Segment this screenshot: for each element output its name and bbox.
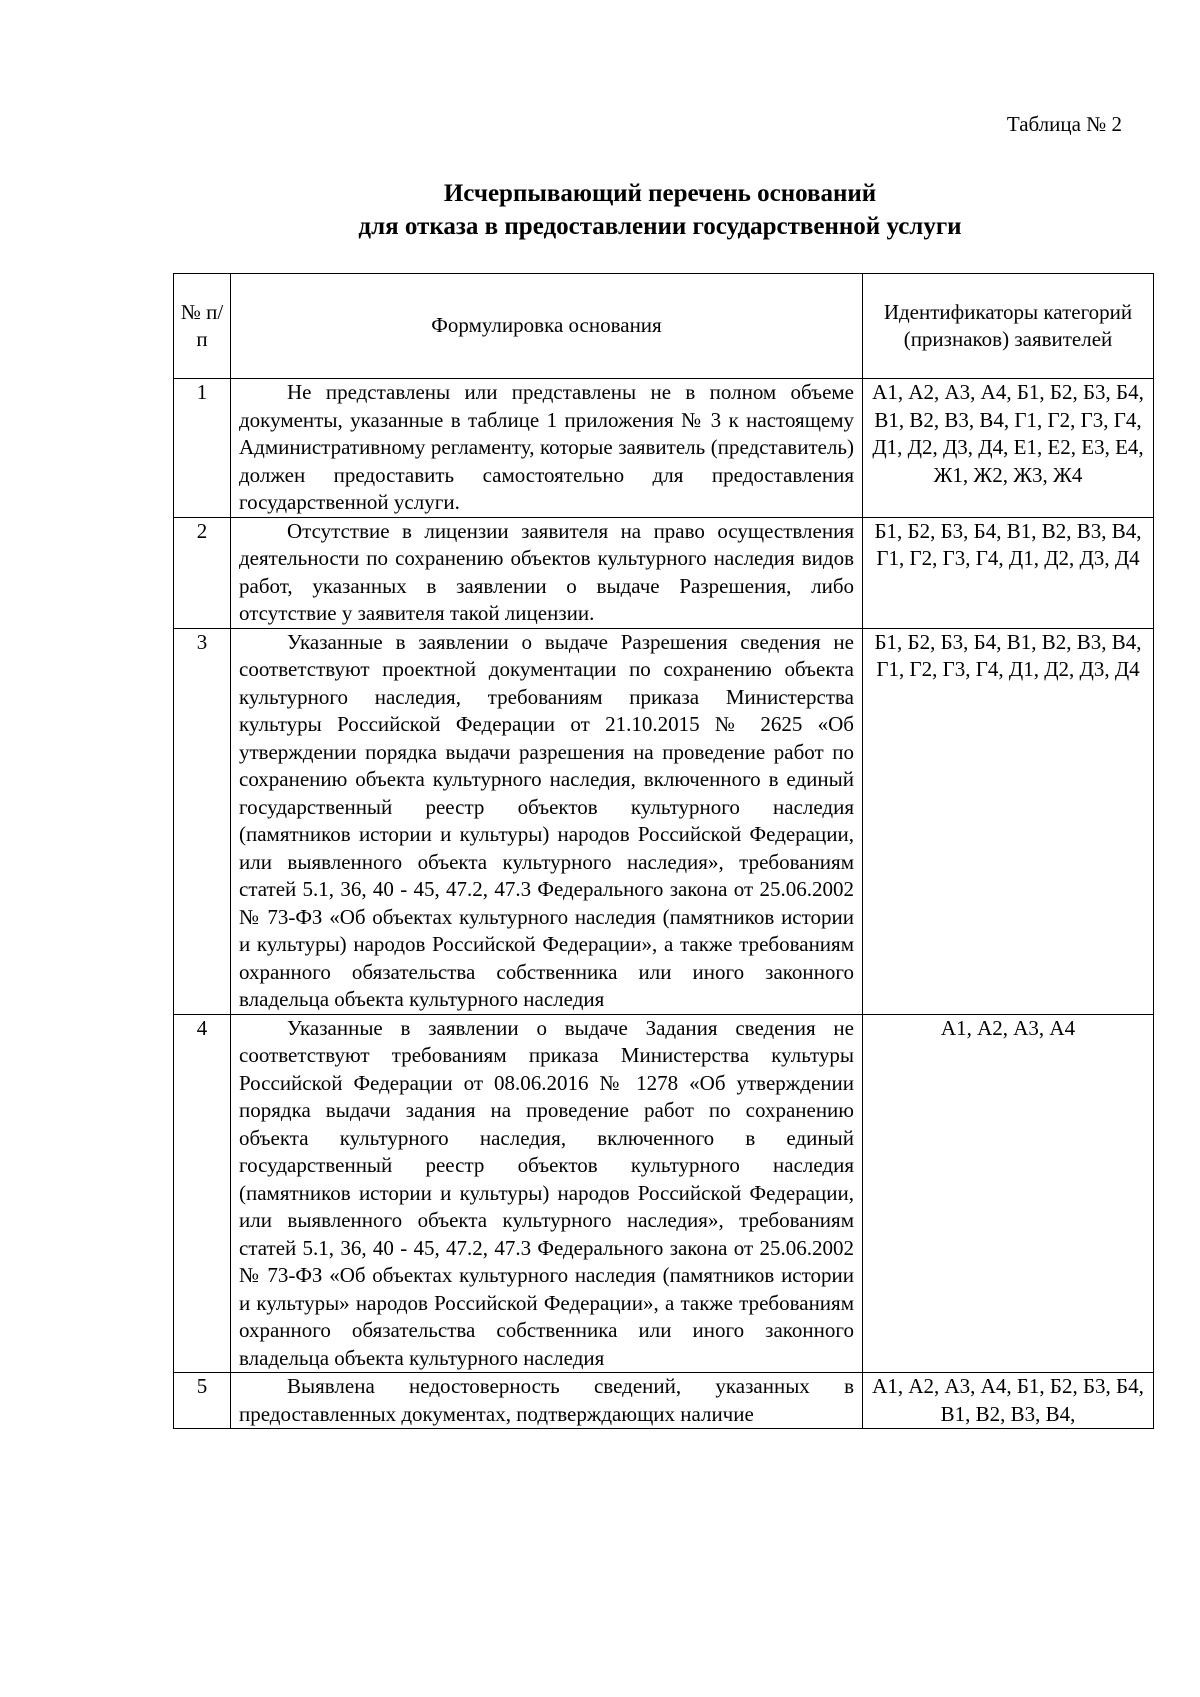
row-identifiers: А1, А2, А3, А4, Б1, Б2, Б3, Б4, В1, В2, В3, В4,	[863, 1373, 1154, 1429]
table-row	[174, 628, 1154, 1014]
row-wording	[231, 517, 863, 628]
row-identifiers: А1, А2, А3, А4, Б1, Б2, Б3, Б4, В1, В2, В3, В4, Г1, Г2, Г3, Г4, Д1, Д2, Д3, Д4, Е1, Е2, Е3, Е4, Ж1, Ж2, Ж3, Ж4	[863, 379, 1154, 518]
row-wording-text: Не представлены или представлены не в полном объеме документы, указанные в таблице 1 приложения № 3 к настоящему Административному регламенту, которые заявитель (представитель) должен предоставить самостоятельно для предоставления государственной услуги.	[239, 380, 854, 514]
refusal-grounds-table	[173, 273, 1154, 1429]
row-wording	[231, 1014, 863, 1373]
row-number: 1	[174, 379, 231, 518]
header-number: № п/п	[174, 274, 231, 379]
table-label: Таблица № 2	[1006, 112, 1122, 136]
document-title-line-2: для отказа в предоставлении государственной услуги	[358, 213, 962, 240]
header-identifiers: Идентификаторы категорий (признаков) заявителей	[863, 274, 1154, 379]
row-identifiers: Б1, Б2, Б3, Б4, В1, В2, В3, В4, Г1, Г2, Г3, Г4, Д1, Д2, Д3, Д4	[863, 517, 1154, 628]
header-wording: Формулировка основания	[231, 274, 863, 379]
table-row	[174, 1373, 1154, 1429]
row-identifiers: Б1, Б2, Б3, Б4, В1, В2, В3, В4, Г1, Г2, Г3, Г4, Д1, Д2, Д3, Д4	[863, 628, 1154, 1014]
row-wording	[231, 1373, 863, 1429]
row-number: 4	[174, 1014, 231, 1373]
row-wording-text: Указанные в заявлении о выдаче Разрешения сведения не соответствуют проектной документации по сохранению объекта культурного наследия, требованиям приказа Министерства культуры Российской Федерации от 21.10.2015 № 2625 «Об утверждении порядка выдачи разрешения на проведение работ по сохранению объекта культурного наследия, включенного в единый государственный реестр объектов культурного наследия (памятников истории и культуры) народов Российской Федерации, или выявленного объекта культурного наследия», требованиям статей 5.1, 36, 40 - 45, 47.2, 47.3 Федерального закона от 25.06.2002 № 73-ФЗ «Об объектах культурного наследия (памятников истории и культуры) народов Российской Федерации», а также требованиям охранного обязательства собственника или иного законного владельца объекта культурного наследия	[239, 629, 854, 1011]
row-identifiers: А1, А2, А3, А4	[863, 1014, 1154, 1373]
row-wording-text: Указанные в заявлении о выдаче Задания сведения не соответствуют требованиям приказа Министерства культуры Российской Федерации от 08.06.2016 № 1278 «Об утверждении порядка выдачи задания на проведение работ по сохранению объекта культурного наследия, включенного в единый государственный реестр объектов культурного наследия (памятников истории и культуры) народов Российской Федерации, или выявленного объекта культурного наследия», требованиям статей 5.1, 36, 40 - 45, 47.2, 47.3 Федерального закона от 25.06.2002 № 73-ФЗ «Об объектах культурного наследия (памятников истории и культуры» народов Российской Федерации», а также требованиям охранного обязательства собственника или иного законного владельца объекта культурного наследия	[239, 1015, 854, 1370]
row-number: 5	[174, 1373, 231, 1429]
table-header-row	[174, 274, 1154, 379]
row-wording	[231, 628, 863, 1014]
document-title-line-1: Исчерпывающий перечень оснований	[443, 180, 877, 207]
row-wording-text: Отсутствие в лицензии заявителя на право осуществления деятельности по сохранению объектов культурного наследия видов работ, указанных в заявлении о выдаче Разрешения, либо отсутствие у заявителя такой лицензии.	[239, 518, 854, 625]
row-wording	[231, 379, 863, 518]
table-row	[174, 379, 1154, 518]
document-title	[160, 177, 1160, 243]
table-row	[174, 517, 1154, 628]
row-number: 3	[174, 628, 231, 1014]
row-number: 2	[174, 517, 231, 628]
row-wording-text: Выявлена недостоверность сведений, указанных в предоставленных документах, подтверждающих наличие	[239, 1374, 854, 1426]
table-row	[174, 1014, 1154, 1373]
